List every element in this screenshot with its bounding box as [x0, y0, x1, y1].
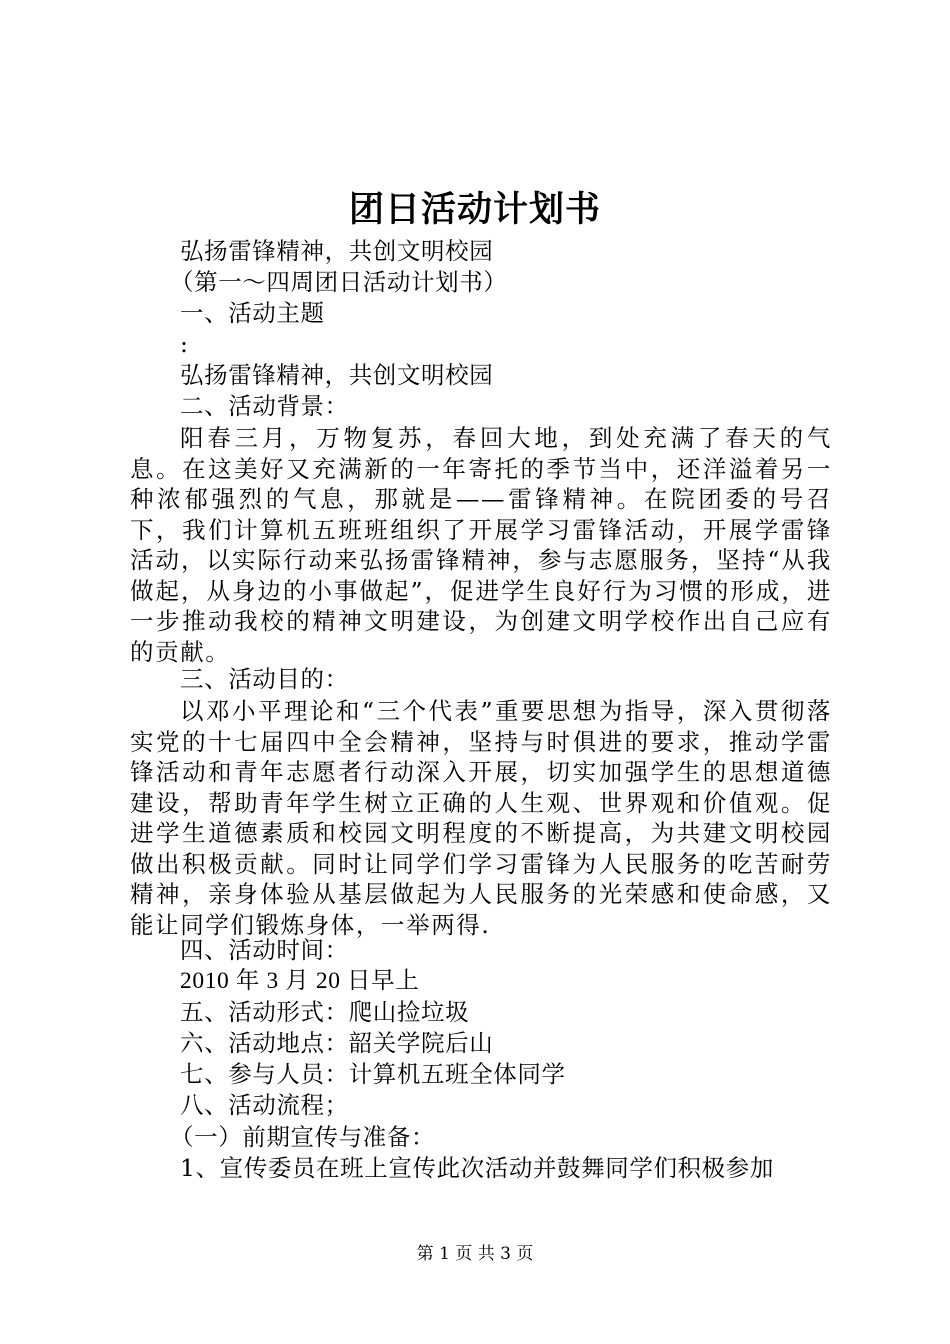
list-item-1: 1、宣传委员在班上宣传此次活动并鼓舞同学们积极参加: [180, 1154, 774, 1182]
section-6-location: 六、活动地点：韶关学院后山: [180, 1029, 494, 1057]
section-4-heading: 四、活动时间：: [180, 936, 349, 964]
document-title: 团日活动计划书: [348, 189, 601, 230]
section-2-paragraph: 阳春三月，万物复苏，春回大地，到处充满了春天的气息。在这美好又充满新的一年寄托的季节当中，还洋溢着另一种浓郁强烈的气息，那就是——雷锋精神。在院团委的号召下，我们计算机五班班组织了开展学习雷锋活动，开展学雷锋活动，以实际行动来弘扬雷锋精神，参与志愿服务，坚持“从我做起，从身边的小事做起”，促进学生良好行为习惯的形成，进一步推动我校的精神文明建设，为创建文明学校作出自己应有的贡献。: [130, 424, 832, 666]
section-7-participants: 七、参与人员：计算机五班全体同学: [180, 1060, 566, 1088]
section-8-heading: 八、活动流程；: [180, 1091, 349, 1119]
section-5-form: 五、活动形式：爬山捡垃圾: [180, 998, 470, 1026]
section-3-paragraph: 以邓小平理论和“三个代表”重要思想为指导，深入贯彻落实党的十七届四中全会精神，坚持与时俱进的要求，推动学雷锋活动和青年志愿者行动深入开展，切实加强学生的思想道德建设，帮助青年学生树立正确的人生观、世界观和价值观。促进学生道德素质和校园文明程度的不断提高，为共建文明校园做出积极贡献。同时让同学们学习雷锋为人民服务的吃苦耐劳精神，亲身体验从基层做起为人民服务的光荣感和使命感，又能让同学们锻炼身体，一举两得.: [130, 697, 832, 939]
page-footer: 第 1 页 共 3 页: [416, 1244, 534, 1264]
section-1-colon: :: [180, 330, 189, 358]
subsection-1-heading: （一）前期宣传与准备：: [170, 1123, 436, 1151]
subtitle: 弘扬雷锋精神，共创文明校园: [180, 237, 494, 265]
section-2-heading: 二、活动背景：: [180, 392, 349, 420]
section-1-heading: 一、活动主题: [180, 299, 325, 327]
section-3-heading: 三、活动目的：: [180, 665, 349, 693]
section-4-time: 2010 年 3 月 20 日早上: [180, 968, 420, 994]
section-1-theme: 弘扬雷锋精神，共创文明校园: [180, 361, 494, 389]
subtitle-plan-period: （第一～四周团日活动计划书）: [170, 268, 508, 296]
